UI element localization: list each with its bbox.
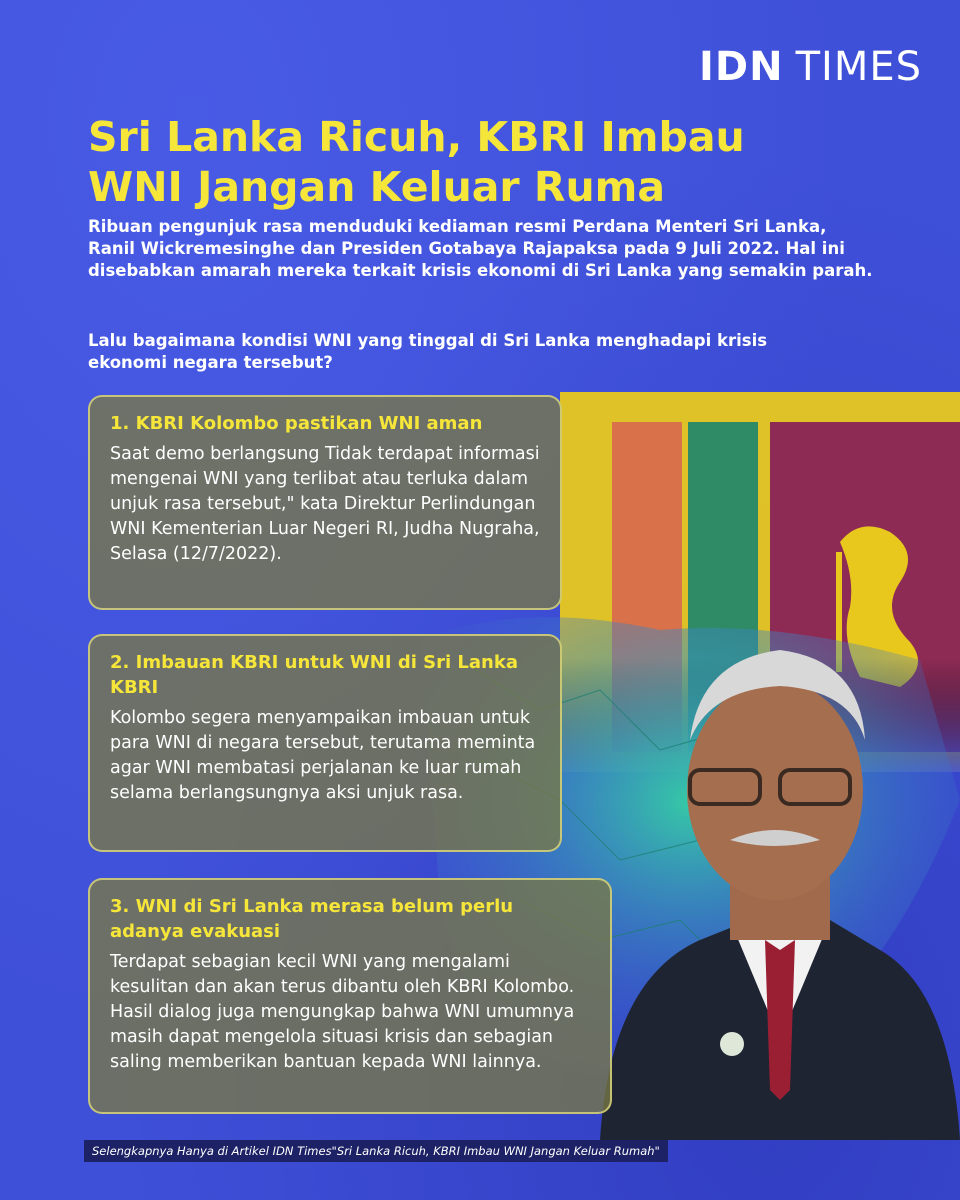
- point-body: Saat demo berlangsung Tidak terdapat informasi mengenai WNI yang terlibat atau terluka dalam unjuk rasa tersebut," kata Direktur Perlindungan WNI Kementerian Luar Negeri RI, Judha Nugraha, Selasa (12/7/2022).: [110, 444, 540, 564]
- point-title: 2. Imbauan KBRI untuk WNI di Sri Lanka KBRI: [110, 652, 518, 698]
- point-title: 3. WNI di Sri Lanka merasa belum perlu adanya evakuasi: [110, 896, 514, 942]
- headline: [88, 112, 788, 212]
- headline-line-1: Sri Lanka Ricuh, KBRI Imbau: [88, 113, 745, 161]
- intro-paragraph: Ribuan pengunjuk rasa menduduki kediaman resmi Perdana Menteri Sri Lanka, Ranil Wickremesinghe dan Presiden Gotabaya Rajapaksa pada 9 Juli 2022. Hal ini disebabkan amarah mereka terkait krisis ekonomi di Sri Lanka yang semakin parah.: [88, 217, 873, 280]
- logo-bold-text: IDN: [699, 44, 784, 90]
- point-card-1: [88, 395, 562, 610]
- point-title: 1. KBRI Kolombo pastikan WNI aman: [110, 413, 483, 434]
- point-card-3: [88, 878, 612, 1114]
- source-footer: Selengkapnya Hanya di Artikel IDN Times"Sri Lanka Ricuh, KBRI Imbau WNI Jangan Keluar Rumah": [84, 1140, 668, 1162]
- idn-times-logo: [699, 44, 922, 90]
- headline-line-2: WNI Jangan Keluar Ruma: [88, 163, 666, 211]
- person-photo: [580, 620, 960, 1140]
- point-card-2: [88, 634, 562, 852]
- point-body: Kolombo segera menyampaikan imbauan untuk para WNI di negara tersebut, terutama meminta agar WNI membatasi perjalanan ke luar rumah selama berlangsungnya aksi unjuk rasa.: [110, 708, 536, 803]
- point-body: Terdapat sebagian kecil WNI yang mengalami kesulitan dan akan terus dibantu oleh KBRI Kolombo. Hasil dialog juga mengungkap bahwa WNI umumnya masih dapat mengelola situasi krisis dan sebagian saling memberikan bantuan kepada WNI lainnya.: [110, 952, 575, 1072]
- question-paragraph: Lalu bagaimana kondisi WNI yang tinggal di Sri Lanka menghadapi krisis ekonomi negara tersebut?: [88, 331, 768, 372]
- logo-light-text: TIMES: [795, 44, 922, 90]
